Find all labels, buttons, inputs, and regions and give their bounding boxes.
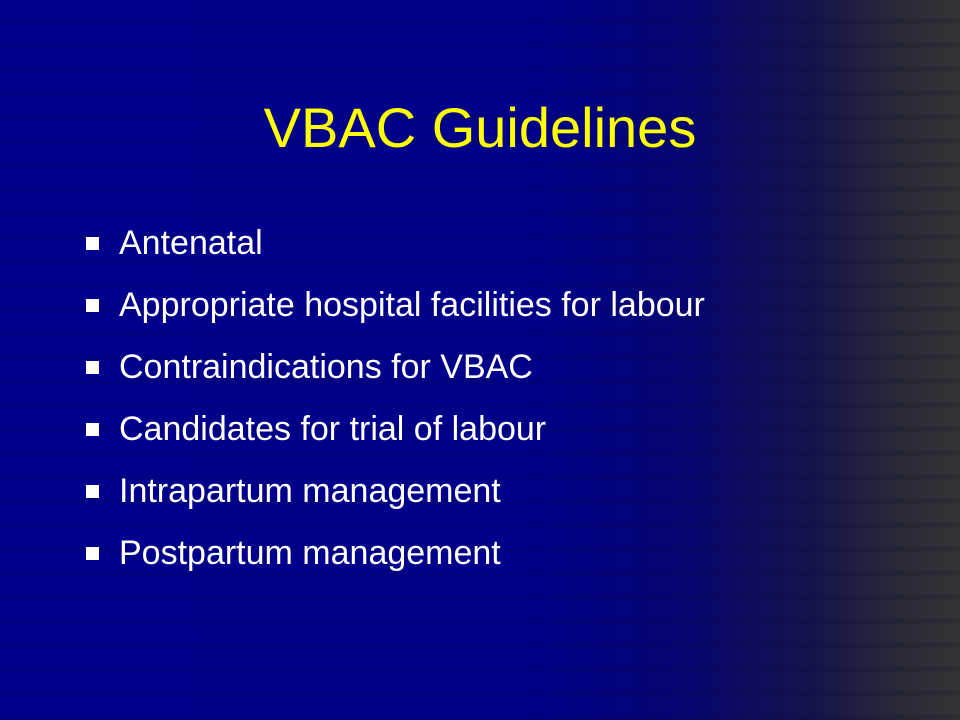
list-item (86, 522, 705, 584)
square-bullet-icon (86, 423, 99, 436)
list-item (86, 212, 705, 274)
square-bullet-icon (86, 237, 99, 250)
square-bullet-icon (86, 547, 99, 560)
bullet-text: Intrapartum management (119, 472, 501, 510)
square-bullet-icon (86, 485, 99, 498)
square-bullet-icon (86, 361, 99, 374)
bullet-list (86, 212, 705, 584)
square-bullet-icon (86, 299, 99, 312)
slide-title: VBAC Guidelines (263, 96, 697, 159)
list-item (86, 398, 705, 460)
list-item (86, 274, 705, 336)
bullet-text: Appropriate hospital facilities for labour (119, 286, 705, 324)
bullet-text: Antenatal (119, 224, 263, 262)
bullet-text: Contraindications for VBAC (119, 348, 533, 386)
bullet-text: Postpartum management (119, 534, 501, 572)
list-item (86, 336, 705, 398)
bullet-text: Candidates for trial of labour (119, 410, 547, 448)
list-item (86, 460, 705, 522)
